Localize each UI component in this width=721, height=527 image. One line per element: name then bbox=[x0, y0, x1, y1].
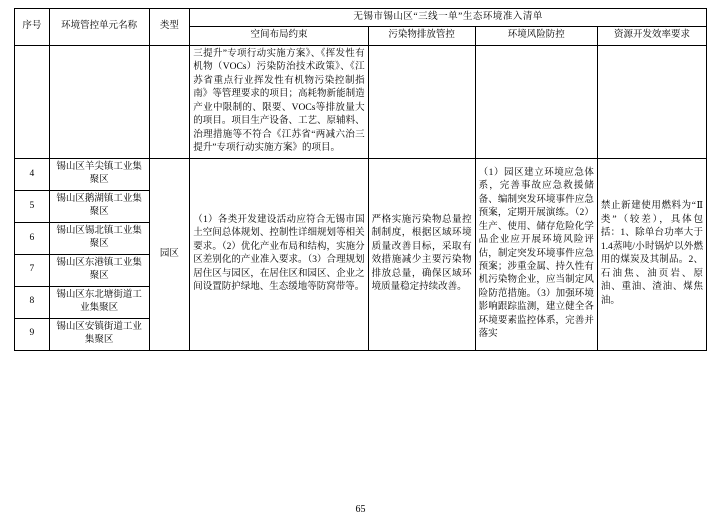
cell-unit-name: 锡山区东北塘街道工业集聚区 bbox=[49, 286, 149, 318]
cell-pollutant-group: 严格实施污染物总量控制制度，根据区域环境质量改善目标，采取有效措施减少主要污染物排放总量，确保区域环境质量稳定持续改善。 bbox=[368, 158, 475, 350]
cell-spatial-continued: 三提升”专项行动实施方案》、《挥发性有机物（VOCs）污染防治技术政策》、《江苏省重点行业挥发性有机物污染控制指南》等管理要求的项目；高耗物新能制造产业中限制的、限要、VOCs等排放量大的项目。项目生产设备、工艺、原辅料、治理措施等不符合《江苏省“两减六治三提升”专项行动实施方案》的项目。 bbox=[190, 45, 368, 158]
cell-seq: 7 bbox=[15, 254, 50, 286]
cell-seq: 9 bbox=[15, 318, 50, 350]
cell-spatial-group: （1）各类开发建设活动应符合无锡市国土空间总体规划、控制性详细规划等相关要求。（2）优化产业布局和结构，实施分区差别化的产业准入要求。（3）合理规划居住区与园区，在居住区和园区、企业之间设置防护绿地、生态缓地等防窝带等。 bbox=[190, 158, 368, 350]
table-row-continued bbox=[15, 45, 707, 158]
table-row bbox=[15, 158, 707, 190]
cell-unit-name: 锡山区鹅湖镇工业集聚区 bbox=[49, 190, 149, 222]
cell-seq-continued bbox=[15, 45, 50, 158]
header-type: 类型 bbox=[149, 9, 190, 46]
cell-unit-name: 锡山区羊尖镇工业集聚区 bbox=[49, 158, 149, 190]
cell-seq: 6 bbox=[15, 222, 50, 254]
cell-unit-name: 锡山区安镇街道工业集聚区 bbox=[49, 318, 149, 350]
cell-pollutant-continued bbox=[368, 45, 475, 158]
cell-seq: 4 bbox=[15, 158, 50, 190]
header-risk: 环境风险防控 bbox=[475, 27, 597, 45]
cell-type-group: 园区 bbox=[149, 158, 190, 350]
header-spatial: 空间布局约束 bbox=[190, 27, 368, 45]
cell-seq: 8 bbox=[15, 286, 50, 318]
page-number: 65 bbox=[355, 504, 366, 515]
cell-resource-group: 禁止新建使用燃料为“Ⅱ类”（较差），具体包括：1、除单台功率大于1.4蒸吨/小时锅炉以外燃用的煤炭及其制品。2、石油焦、油页岩、原油、重油、渣油、煤焦油。 bbox=[597, 158, 706, 350]
cell-unit-name: 锡山区锡北镇工业集聚区 bbox=[49, 222, 149, 254]
cell-unit-name: 锡山区东港镇工业集聚区 bbox=[49, 254, 149, 286]
table-title-row bbox=[15, 9, 707, 27]
cell-resource-continued bbox=[597, 45, 706, 158]
table-title: 无锡市锡山区“三线一单”生态环境准入清单 bbox=[190, 9, 707, 27]
cell-risk-continued bbox=[475, 45, 597, 158]
eco-access-list-table bbox=[14, 8, 707, 351]
header-seq: 序号 bbox=[15, 9, 50, 46]
header-resource: 资源开发效率要求 bbox=[597, 27, 706, 45]
header-unit-name: 环境管控单元名称 bbox=[49, 9, 149, 46]
cell-name-continued bbox=[49, 45, 149, 158]
cell-type-continued bbox=[149, 45, 190, 158]
cell-risk-group: （1）园区建立环境应急体系，完善事故应急救援储备、编制突发环境事件应急预案，定期开展演练。（2）生产、使用、储存危险化学品企业应开展环境风险评估，制定突发环境事件应急预案；涉重金属、持久性有机污染物企业，应当制定风险防范措施。（3）加强环境影响跟踪监测，建立健全各环境要素监控体系，完善并落实 bbox=[475, 158, 597, 350]
cell-seq: 5 bbox=[15, 190, 50, 222]
header-pollutant: 污染物排放管控 bbox=[368, 27, 475, 45]
